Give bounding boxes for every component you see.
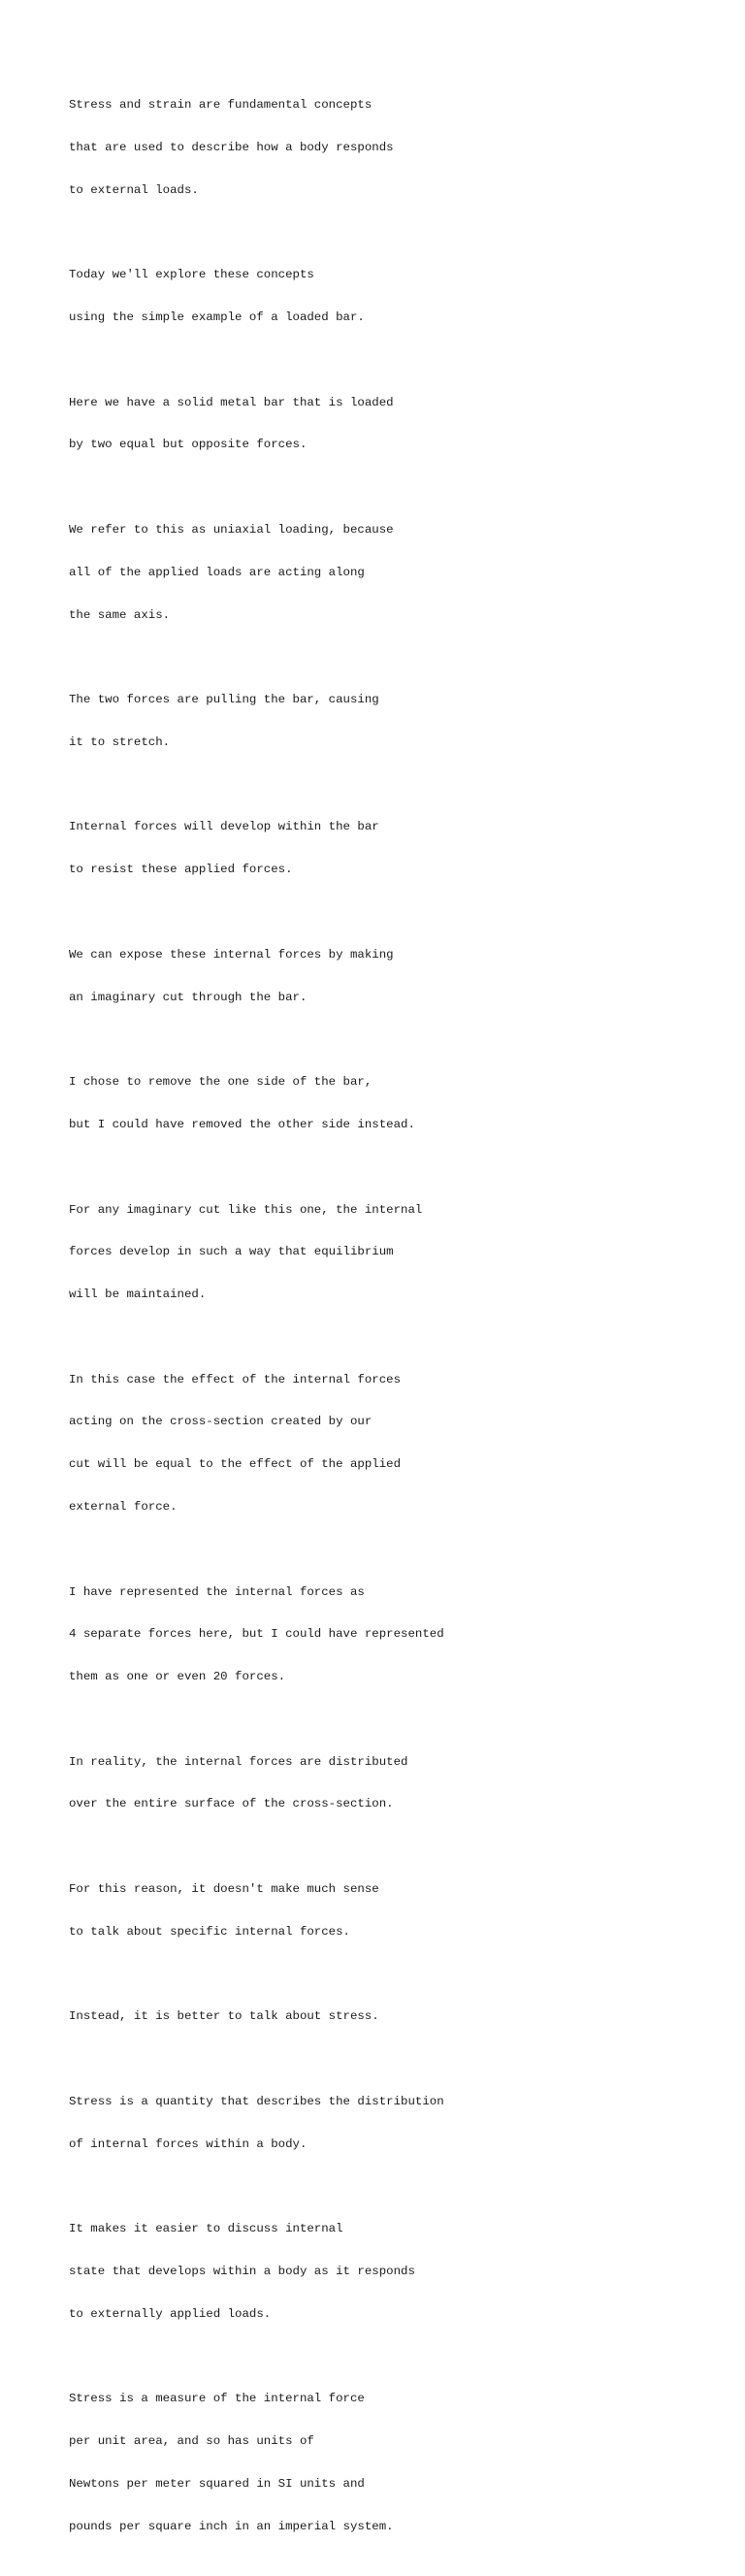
text-line: of internal forces within a body.	[69, 2136, 308, 2151]
paragraph	[69, 665, 729, 778]
paragraph	[69, 1726, 729, 1840]
text-line: Stress is a quantity that describes the distribution	[69, 2094, 444, 2108]
paragraph	[69, 367, 729, 480]
text-line: The two forces are pulling the bar, causing	[69, 693, 379, 707]
text-line: I chose to remove the one side of the bar,	[69, 1075, 372, 1090]
paragraph	[69, 2067, 729, 2180]
text-line: will be maintained.	[69, 1288, 207, 1302]
text-line: all of the applied loads are acting along	[69, 565, 365, 579]
text-line: Internal forces will develop within the bar	[69, 820, 379, 834]
text-line: Stress is a measure of the internal force	[69, 2392, 365, 2406]
text-line: We refer to this as uniaxial loading, because	[69, 523, 394, 537]
text-line: We can expose these internal forces by making	[69, 947, 394, 962]
text-line: external force.	[69, 1499, 178, 1514]
text-line: to externally applied loads.	[69, 2306, 272, 2321]
paragraph	[69, 70, 729, 226]
text-line: an imaginary cut through the bar.	[69, 990, 308, 1004]
paragraph	[69, 1981, 729, 2052]
text-line: Today we'll explore these concepts	[69, 268, 314, 282]
text-line: by two equal but opposite forces.	[69, 438, 308, 452]
text-line: per unit area, and so has units of	[69, 2434, 314, 2449]
text-line: them as one or even 20 forces.	[69, 1670, 286, 1684]
paragraph	[69, 1047, 729, 1160]
text-line: over the entire surface of the cross-section.	[69, 1797, 394, 1811]
text-line: but I could have removed the other side instead.	[69, 1117, 415, 1131]
paragraph	[69, 2364, 729, 2561]
text-line: It makes it easier to discuss internal	[69, 2222, 343, 2236]
text-line: state that develops within a body as it responds	[69, 2265, 415, 2279]
paragraph	[69, 240, 729, 353]
text-line: to talk about specific internal forces.	[69, 1924, 350, 1939]
text-line: Stress and strain are fundamental concepts	[69, 98, 372, 113]
text-line: In reality, the internal forces are distributed	[69, 1754, 408, 1769]
text-line: it to stretch.	[69, 734, 171, 749]
paragraph	[69, 2194, 729, 2350]
paragraph	[69, 920, 729, 1033]
paragraph	[69, 792, 729, 905]
text-line: to external loads.	[69, 182, 199, 197]
text-line: Instead, it is better to talk about stress.	[69, 2009, 379, 2024]
text-line: using the simple example of a loaded bar.	[69, 310, 365, 325]
text-line: forces develop in such a way that equilibrium	[69, 1245, 394, 1259]
text-line: the same axis.	[69, 607, 171, 622]
text-line: acting on the cross-section created by our	[69, 1415, 372, 1429]
text-line: that are used to describe how a body responds	[69, 140, 394, 154]
text-line: For this reason, it doesn't make much sense	[69, 1882, 379, 1896]
document-page	[69, 70, 729, 2576]
paragraph	[69, 1344, 729, 1542]
paragraph	[69, 495, 729, 651]
text-line: I have represented the internal forces as	[69, 1584, 365, 1599]
text-line: In this case the effect of the internal forces	[69, 1372, 402, 1386]
paragraph	[69, 1854, 729, 1968]
text-line: 4 separate forces here, but I could have represented	[69, 1627, 444, 1642]
text-line: cut will be equal to the effect of the applied	[69, 1457, 402, 1472]
text-line: Here we have a solid metal bar that is loaded	[69, 395, 394, 409]
text-line: pounds per square inch in an imperial system.	[69, 2519, 394, 2533]
text-line: to resist these applied forces.	[69, 863, 293, 877]
paragraph	[69, 1174, 729, 1330]
paragraph	[69, 1556, 729, 1712]
text-line: Newtons per meter squared in SI units and	[69, 2476, 365, 2491]
text-line: For any imaginary cut like this one, the internal	[69, 1202, 423, 1217]
